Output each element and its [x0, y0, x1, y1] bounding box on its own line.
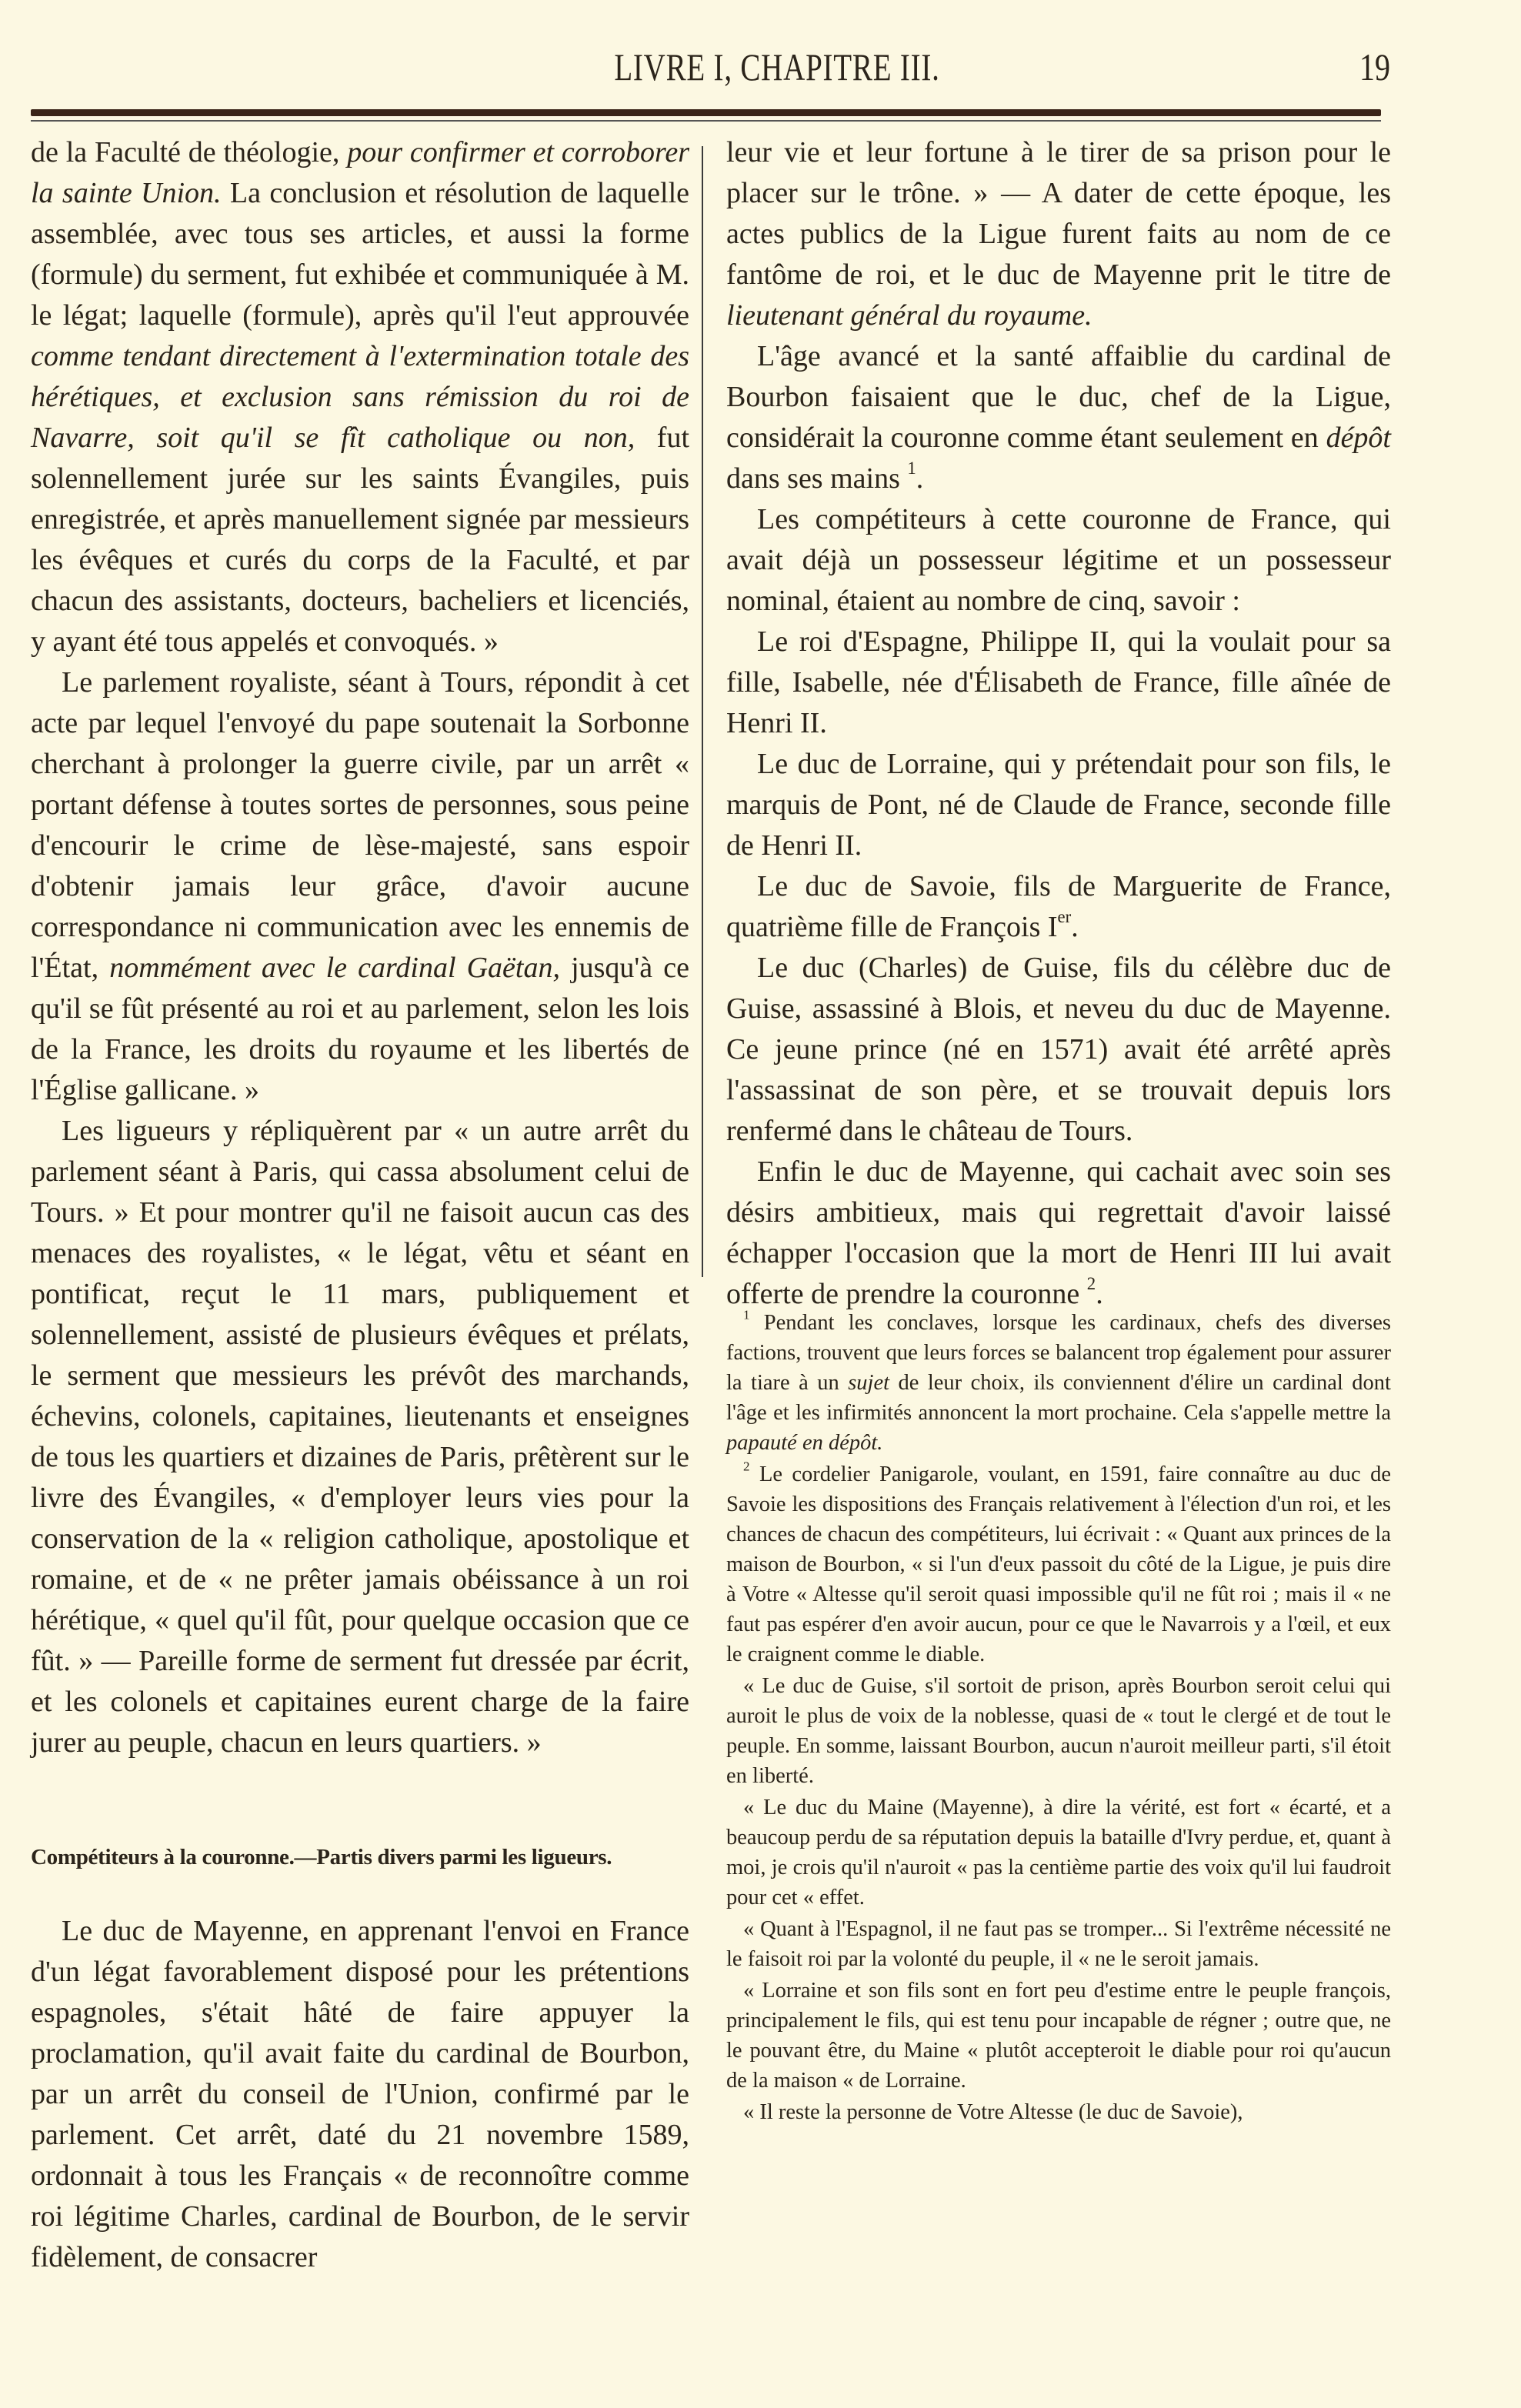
paragraph: [726, 336, 1391, 499]
italic-text: sujet: [848, 1371, 890, 1395]
text-run: .: [916, 462, 924, 495]
text-run: fut solennellement jurée sur les saints Évangiles, puis enregistrée, et après manuellement signée par messieurs les évêques et curés du corps de la Faculté, et par chacun des assistants, docteurs, bacheliers et licenciés, y ayant été tous appelés et convoqués. »: [31, 422, 689, 658]
footnote-marker: 1: [907, 458, 916, 478]
italic-text: nommément avec le cardinal Gaëtan,: [109, 952, 560, 984]
footnote-marker: 1: [743, 1307, 750, 1322]
right-column-text: [726, 132, 1391, 1315]
text-run: Les compétiteurs à cette couronne de France, qui avait déjà un possesseur légitime et un possesseur nominal, étaient au nombre de cinq, savoir :: [726, 503, 1391, 617]
footnote-marker: 2: [743, 1459, 750, 1474]
footnote: [726, 1976, 1391, 2096]
text-run: Le duc (Charles) de Guise, fils du célèbre duc de Guise, assassiné à Blois, et neveu du duc de Mayenne. Ce jeune prince (né en 1571) avait été arrêté après l'assassinat de son père, et se trouvait depuis lors renfermé dans le château de Tours.: [726, 952, 1391, 1147]
header-rule-thin: [31, 120, 1381, 122]
footnote: [726, 1671, 1391, 1791]
text-run: Le duc de Mayenne, en apprenant l'envoi en France d'un légat favorablement disposé pour les prétentions espagnoles, s'était hâté de faire appuyer la proclamation, qu'il avait faite du cardinal de Bourbon, par un arrêt du conseil de l'Union, confirmé par le parlement. Cet arrêt, daté du 21 novembre 1589, ordonnait à tous les Français « de reconnoître comme roi légitime Charles, cardinal de Bourbon, de le servir fidèlement, de consacrer: [31, 1915, 689, 2273]
text-run: .: [1071, 911, 1079, 943]
text-run: de leur choix, ils conviennent d'élire un cardinal dont l'âge et les infirmités annoncent la mort prochaine. Cela s'appelle mettre la: [726, 1371, 1391, 1425]
section-subheading: Compétiteurs à la couronne.—Partis divers parmi les ligueurs.: [31, 1845, 612, 1869]
footnote-marker: er: [1057, 906, 1072, 926]
text-run: Le cordelier Panigarole, voulant, en 1591, faire connaître au duc de Savoie les dispositions des Français relativement à l'élection d'un roi, et les chances de chacun des compétiteurs, lui écrivait : « Quant aux princes de la maison de Bourbon, « si l'un d'eux passoit du côté de la Ligue, je puis dire à Votre « Altesse qu'il seroit quasi impossible qu'il ne fût roi ; mais il « ne faut pas espérer d'en avoir aucun, pour ce que le Navarrois y a l'œil, et eux le craignent comme le diable.: [726, 1462, 1391, 1666]
paragraph: [726, 499, 1391, 622]
footnote: [726, 1459, 1391, 1669]
text-run: Le duc de Savoie, fils de Marguerite de France, quatrième fille de François I: [726, 870, 1391, 943]
text-run: dans ses mains: [726, 462, 908, 495]
footnotes: [726, 1308, 1391, 2129]
paragraph: [726, 948, 1391, 1152]
running-title: LIVRE I, CHAPITRE III.: [614, 45, 940, 88]
text-run: Le parlement royaliste, séant à Tours, répondit à cet acte par lequel l'envoyé du pape soutenait la Sorbonne cherchant à prolonger la guerre civile, par un arrêt « portant défense à toutes sortes de personnes, sous peine d'encourir le crime de lèse-majesté, sans espoir d'obtenir jamais leur grâce, d'avoir aucune correspondance ni communication avec les ennemis de l'État,: [31, 666, 689, 984]
paragraph: [726, 622, 1391, 744]
italic-text: papauté en dépôt.: [726, 1431, 883, 1455]
footnote-marker: 2: [1086, 1273, 1096, 1293]
italic-text: dépôt: [1326, 422, 1391, 454]
text-run: « Quant à l'Espagnol, il ne faut pas se tromper... Si l'extrême nécessité ne le faisoit roi par la volonté du peuple, il « ne le seroit jamais.: [726, 1917, 1391, 1971]
italic-text: pour confirmer et corroborer la sainte Union.: [31, 136, 689, 209]
page-number: 19: [1359, 45, 1390, 88]
footnote: [726, 1308, 1391, 1458]
text-run: « Lorraine et son fils sont en fort peu d'estime entre le peuple françois, principalement le fils, qui est tenu pour incapable de régner ; outre que, ne le pouvant être, du Maine « plutôt accepteroit le diable pour roi qu'aucun de la maison « de Lorraine.: [726, 1979, 1391, 2093]
text-run: de la Faculté de théologie,: [31, 136, 348, 168]
text-run: « Le duc du Maine (Mayenne), à dire la vérité, est fort « écarté, et a beaucoup perdu de sa réputation depuis la bataille d'Ivry perdue, et, quant à moi, je crois qu'il n'auroit « pas la centième partie des voix qu'il lui faudroit pour cet « effet.: [726, 1796, 1391, 1909]
paragraph: [726, 1152, 1391, 1315]
text-run: « Le duc de Guise, s'il sortoit de prison, après Bourbon seroit celui qui auroit le plus de voix de la noblesse, quasi de « tout le clergé et de tout le peuple. En somme, laissant Bourbon, aucun n'auroit meilleur parti, s'il étoit en liberté.: [726, 1674, 1391, 1788]
text-run: Les ligueurs y répliquèrent par « un autre arrêt du parlement séant à Paris, qui cassa absolument celui de Tours. » Et pour montrer qu'il ne faisoit aucun cas des menaces des royalistes, « le légat, vêtu et séant en pontificat, reçut le 11 mars, publiquement et solennellement, assisté de plusieurs évêques et prélats, le serment que messieurs les prévôt des marchands, échevins, colonels, capitaines, lieutenants et enseignes de tous les quartiers et dizaines de Paris, prêtèrent sur le livre des Évangiles, « d'employer leurs vies pour la conservation de la « religion catholique, apostolique et romaine, et de « ne prêter jamais obéissance à un roi hérétique, « quel qu'il fût, pour quelque occasion que ce fût. » — Pareille forme de serment fut dressée par écrit, et les colonels et capitaines eurent charge de la faire jurer au peuple, chacun en leurs quartiers. »: [31, 1115, 689, 1759]
text-run: jusqu'à ce qu'il se fût présenté au roi et au parlement, selon les lois de la France, les droits du royaume et les libertés de l'Église gallicane. »: [31, 952, 689, 1106]
footnote: [726, 1914, 1391, 1974]
italic-text: comme tendant directement à l'extermination totale des hérétiques, et exclusion sans rémission du roi de Navarre, soit qu'il se fît catholique ou non,: [31, 340, 689, 454]
paragraph: [31, 1911, 689, 2278]
text-run: La conclusion et résolution de laquelle assemblée, avec tous ses articles, et aussi la forme (formule) du serment, fut exhibée et communiquée à M. le légat; laquelle (formule), après qu'il l'eut approuvée: [31, 177, 689, 332]
text-run: « Il reste la personne de Votre Altesse (le duc de Savoie),: [743, 2100, 1243, 2124]
footnote: [726, 2097, 1391, 2127]
text-run: .: [1096, 1278, 1103, 1310]
paragraph: [726, 744, 1391, 866]
paragraph: [31, 1111, 689, 1763]
column-divider: [702, 146, 703, 1277]
paragraph: [726, 866, 1391, 948]
text-run: Le roi d'Espagne, Philippe II, qui la voulait pour sa fille, Isabelle, née d'Élisabeth de France, fille aînée de Henri II.: [726, 625, 1391, 739]
paragraph: [31, 662, 689, 1111]
text-run: Enfin le duc de Mayenne, qui cachait avec soin ses désirs ambitieux, mais qui regrettait d'avoir laissé échapper l'occasion que la mort de Henri III lui avait offerte de prendre la couronne: [726, 1156, 1391, 1310]
paragraph: [31, 132, 689, 662]
italic-text: lieutenant général du royaume.: [726, 299, 1092, 332]
text-run: Pendant les conclaves, lorsque les cardinaux, chefs des diverses factions, trouvent que leurs forces se balancent trop également pour assurer la tiare à un: [726, 1311, 1391, 1395]
header-rule: [31, 109, 1381, 116]
text-run: leur vie et leur fortune à le tirer de sa prison pour le placer sur le trône. » — A dater de cette époque, les actes publics de la Ligue furent faits au nom de ce fantôme de roi, et le duc de Mayenne prit le titre de: [726, 136, 1391, 291]
left-column-section-text: [31, 1911, 689, 2278]
left-column-text: [31, 132, 689, 1763]
text-run: L'âge avancé et la santé affaiblie du cardinal de Bourbon faisaient que le duc, chef de la Ligue, considérait la couronne comme étant seulement en: [726, 340, 1391, 454]
footnote: [726, 1793, 1391, 1913]
text-run: Le duc de Lorraine, qui y prétendait pour son fils, le marquis de Pont, né de Claude de France, seconde fille de Henri II.: [726, 748, 1391, 862]
paragraph: [726, 132, 1391, 336]
